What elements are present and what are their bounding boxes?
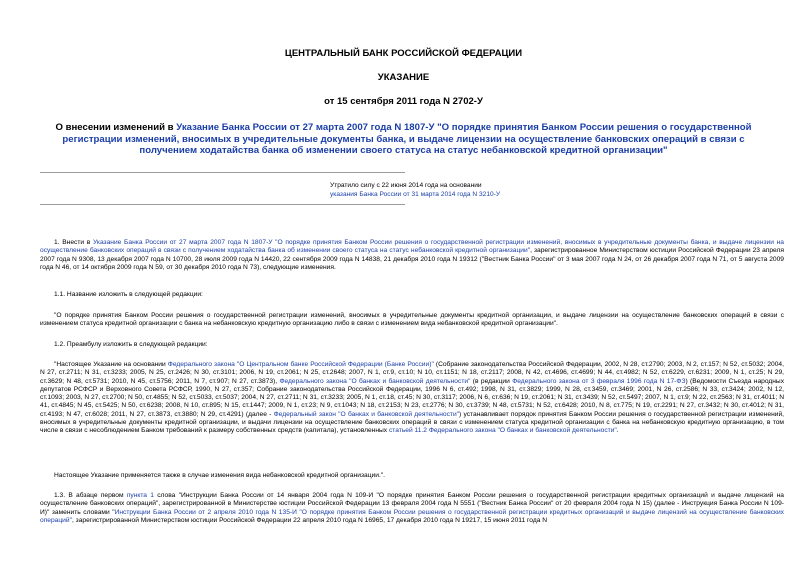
document-title [40,122,767,157]
p5-link-cb-law[interactable]: Федерального закона "О Центральном банке Российской Федерации (Банке России)" [167,361,434,368]
p7-text-b: слова "Инструкции Банка России от 14 января 2004 года N 109-И "О порядке принятия Банком России решения о государственной регистрации кредитных организаций и выдаче лицензий на осуществление банковских операций", зарегистрированной в Министерстве юстиции Российской Федерации 13 февраля 2004 года N 5551 ("Вестник Банка России" от 20 февраля 2004 года N 15) (далее - Инструкция Банка России N 109-И)" заменить словами " [40,492,784,516]
paragraph-1 [40,239,784,272]
p7-text-a: 1.3. В абзаце первом [54,492,127,499]
paragraph-preamble [40,361,784,436]
status-note [330,181,500,199]
divider-top [40,172,405,173]
p1-text-a: 1. Внести в [54,239,93,246]
p5-link-article-11-2[interactable]: статьей 11.2 Федерального закона "О банках и банковской деятельности" [388,427,617,435]
p5-text-a: "Настоящее Указание на основании [54,361,168,368]
p5-link-17fz[interactable]: Федерального закона от 3 февраля 1996 года N 17-ФЗ [512,377,686,385]
title-link-1807u[interactable]: Указание Банка России от 27 марта 2007 года N 1807-У [176,122,435,133]
paragraph-1-2: 1.2. Преамбулу изложить в следующей редакции: [54,341,208,348]
bank-name: ЦЕНТРАЛЬНЫЙ БАНК РОССИЙСКОЙ ФЕДЕРАЦИИ [284,48,523,59]
paragraph-applies: Настоящее Указание применяется также в случае изменения вида небанковской кредитной организации.". [54,472,386,479]
p7-text-c: , зарегистрированной Министерством юстиции Российской Федерации 22 апреля 2010 года N 16965, 17 декабря 2010 года N 19217, 15 июня 2011 года N [71,516,548,524]
p5-link-banks-law[interactable]: Федерального закона "О банках и банковской деятельности" [279,377,471,385]
paragraph-new-name: "О порядке принятия Банком России решения о государственной регистрации изменений, вносимых в учредительные документы кредитной организации, и выдаче лицензии на осуществление банковских операций в связи с изменением статуса кредитной организации с банка на небанковскую кредитную организацию либо в связи с изменением вида небанковской кредитной организации". [40,312,784,328]
p5-text-c: (в редакции [470,377,513,385]
p5-text-e: ) устанавливает порядок принятия Банком России решения о государственной регистрации изменений, вносимых в учредительные документы кредитной организации, и выдачи лицензии на осуществление банковских операций в связи с изменением статуса кредитной организации с банка на небанковскую кредитную организацию, в том числе в связи с несоблюдением Банком требований к размеру собственных средств (капитала), установленных [40,410,785,435]
p1-link[interactable]: Указание Банка России от 27 марта 2007 года N 1807-У "О порядке принятия Банком России решения о государственной регистрации изменений, вносимых в учредительные документы банка, и выдаче лицензии на осуществление банковских операций в связи с получением ходатайства банка об изменении своего статуса на статус небанковской кредитной организации" [40,239,784,255]
p7-link-135i[interactable]: Инструкции Банка России от 2 апреля 2010 года N 135-И "О порядке принятия Банком России решения о государственной регистрации кредитных организаций и выдаче лицензий на осуществление банковских операций" [40,508,784,524]
p5-text-f: . [616,427,619,435]
title-link-name[interactable]: "О порядке принятия Банком России решения о государственной регистрации изменений, вносимых в учредительные документы банка, и выдаче лицензии на осуществление банковских операций в связи с получением ходатайства банка об изменении своего статуса на статус небанковской кредитной организации" [62,122,752,156]
document-date-number: от 15 сентября 2011 года N 2702-У [324,96,483,107]
status-line: Утратило силу с 22 июня 2014 года на основании [330,182,482,189]
p7-link-point-1[interactable]: пункта 1 [126,492,154,499]
divider-bottom [40,204,405,205]
p5-text-d: ) (Ведомости Съезда народных депутатов РСФСР и Верховного Совета РСФСР, 1990, N 27, ст.357; Собрание законодательства Российской Федерации, 1996 N 6, ст.492; 1998, N 31, ст.3829; 1999, N 28, ст.3459, ст.3469; 2001, N 26, ст.2586; N 33, ст.3424; 2002, N 12, ст.1093; 2003, N 27, ст.2700; N 50, ст.4855; N 52, ст.5033, ст.5037; 2004, N 27, ст.2711; N 31, ст.3233; 2005, N 1, ст.18, ст.45; N 30, ст.3117; 2006, N 6, ст.636; N 19, ст.2061; N 31, ст.3439; N 52, ст.5497; 2007, N 1, ст.9; N 22, ст.2563; N 31, ст.4011; N 41, ст.4845; N 45, ст.5425; N 50, ст.6238; 2008, N 10, ст.895; N 15, ст.1447; 2009, N 1, ст.23; N 9, ст.1043; N 18, ст.2153; N 23, ст.2776; N 30, ст.3739; N 48, ст.5731; N 52, ст.6428; 2010, N 8, ст.775; N 19, ст.2291; N 27, ст.3432; N 30, ст.4012; N 31, ст.4193; N 47, ст.6028; 2011, N 27, ст.3873, ст.3880; N 29, ст.4291) (далее - [40,377,785,418]
status-link[interactable]: указания Банка России от 31 марта 2014 года N 3210-У [330,191,501,198]
title-prefix: О внесении изменений в [55,122,177,133]
paragraph-1-1: 1.1. Название изложить в следующей редакции: [54,291,203,298]
document-type: УКАЗАНИЕ [377,72,430,83]
p5-link-banks-law-2[interactable]: Федеральный закон "О банках и банковской деятельности" [273,410,460,418]
paragraph-1-3 [40,492,784,525]
p1-text-b: , зарегистрированное Министерством юстиции Российской Федерации 23 апреля 2007 года N 9308, 13 декабря 2007 года N 10700, 28 июля 2009 года N 14420, 22 сентября 2009 года N 14838, 21 декабря 2010 года N 19312 ("Вестник Банка России" от 3 мая 2007 года N 24, от 26 декабря 2007 года N 71, от 5 августа 2009 года N 46, от 14 октября 2009 года N 59, от 30 декабря 2010 года N 73), следующие изменения. [40,247,784,271]
p5-text-b: (Собрание законодательства Российской Федерации, 2002, N 28, ст.2790; 2003, N 2, ст.157; N 52, ст.5032; 2004, N 27, ст.2711; N 31, ст.3233; 2005, N 25, ст.2426; N 30, ст.3101; 2006, N 19, ст.2061; N 25, ст.2648; 2007, N 1, ст.9, ст.10; N 10, ст.1151; N 18, ст.2117; 2008, N 42, ст.4696, ст.4699; N 44, ст.4982; N 52, ст.6229, ст.6231; 2009, N 1, ст.25; N 29, ст.3629; N 48, ст.5731; 2010, N 45, ст.5756; 2011, N 7, ст.907; N 27, ст.3873), [40,361,784,385]
